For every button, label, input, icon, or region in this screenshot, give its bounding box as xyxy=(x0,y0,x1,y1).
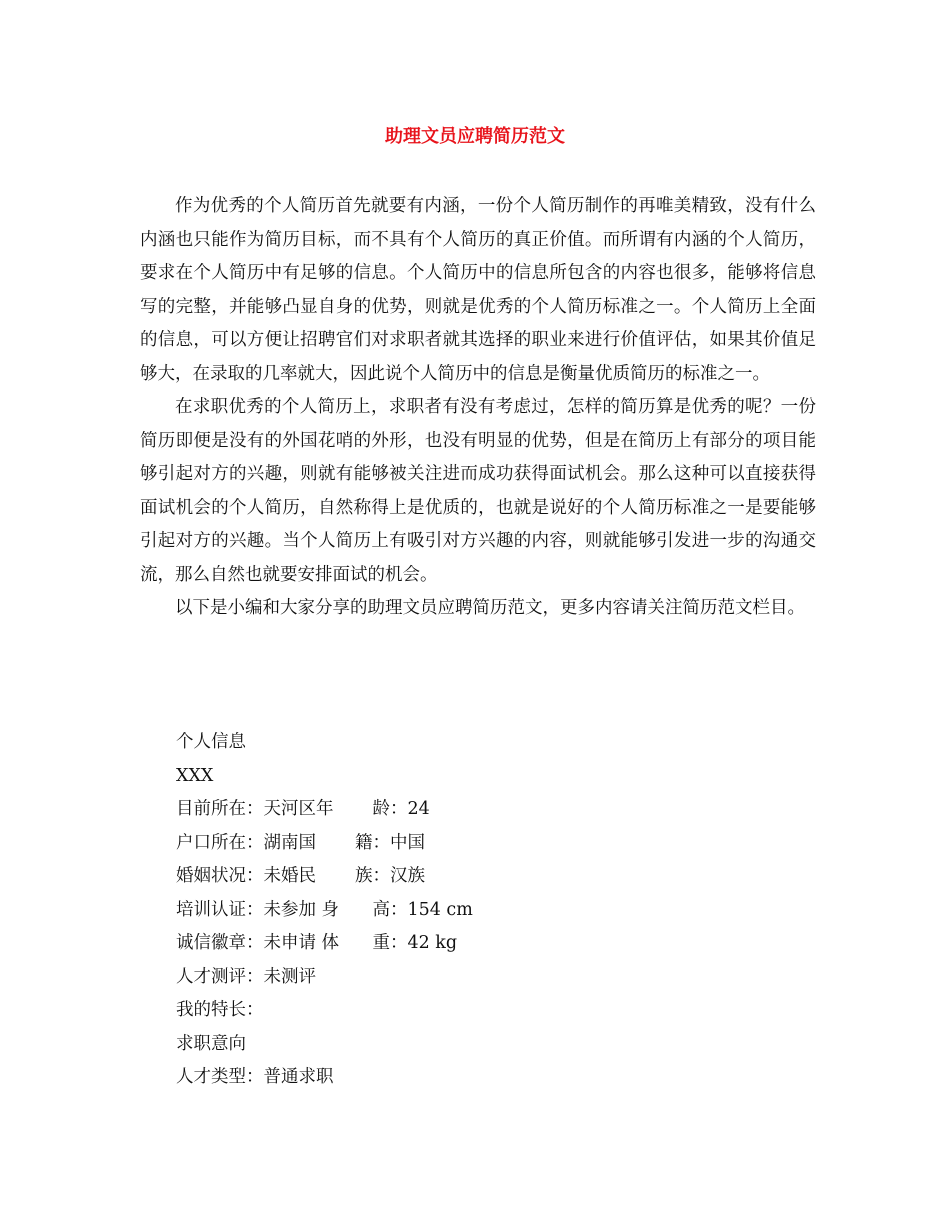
info-left: 户口所在：湖南国 xyxy=(176,832,316,853)
section-job-intent: 求职意向 xyxy=(176,1033,246,1054)
info-right: 族：汉族 xyxy=(354,866,425,886)
info-right: 重：42 kg xyxy=(372,933,458,953)
info-left: 婚姻状况：未婚民 xyxy=(176,866,316,886)
paragraph-2: 在求职优秀的个人简历上，求职者有没有考虑过，怎样的简历算是优秀的呢？一份简历即便是没有的外国花哨的外形，也没有明显的优势，但是在简历上有部分的项目能够引起对方的兴趣，则就有能够被关注进而成功获得面试机会。那么这种可以直接获得面试机会的个人简历，自然称得上是优质的，也就是说好的个人简历标准之一是要能够引起对方的兴趣。当个人简历上有吸引对方兴趣的内容，则就能够引发进一步的沟通交流，那么自然也就要安排面试的机会。 xyxy=(140,397,816,585)
info-left: 目前所在：天河区年 xyxy=(176,799,334,819)
resume-name: XXX xyxy=(176,765,214,786)
info-row-assessment: 人才测评：未测评 xyxy=(176,966,316,987)
info-left: 培训认证：未参加 身 xyxy=(176,899,340,920)
info-row-training xyxy=(176,894,473,928)
section-personal-info: 个人信息 xyxy=(176,732,246,752)
document-title: 助理文员应聘简历范文 xyxy=(385,126,565,147)
info-left: 诚信徽章：未申请 体 xyxy=(176,933,340,953)
info-row-specialty: 我的特长： xyxy=(176,1000,264,1020)
info-row-marital xyxy=(176,860,473,894)
paragraph-3: 以下是小编和大家分享的助理文员应聘简历范文，更多内容请关注简历范文栏目。 xyxy=(175,598,805,618)
info-row-hukou xyxy=(176,827,473,861)
info-right: 龄：24 xyxy=(372,799,430,819)
paragraph-1: 作为优秀的个人简历首先就要有内涵，一份个人简历制作的再唯美精致，没有什么内涵也只能作为简历目标，而不具有个人简历的真正价值。而所谓有内涵的个人简历，要求在个人简历中有足够的信息。个人简历中的信息所包含的内容也很多，能够将信息写的完整，并能够凸显自身的优势，则就是优秀的个人简历标准之一。个人简历上全面的信息，可以方便让招聘官们对求职者就其选择的职业来进行价值评估，如果其价值足够大，在录取的几率就大，因此说个人简历中的信息是衡量优质简历的标准之一。 xyxy=(140,196,816,384)
info-row-credit xyxy=(176,927,473,961)
resume-info xyxy=(176,726,473,1095)
info-right: 籍：中国 xyxy=(354,832,425,853)
info-row-location xyxy=(176,793,473,827)
document-body xyxy=(140,190,816,626)
info-row-talent-type: 人才类型：普通求职 xyxy=(176,1067,334,1087)
info-right: 高：154 cm xyxy=(372,899,473,920)
